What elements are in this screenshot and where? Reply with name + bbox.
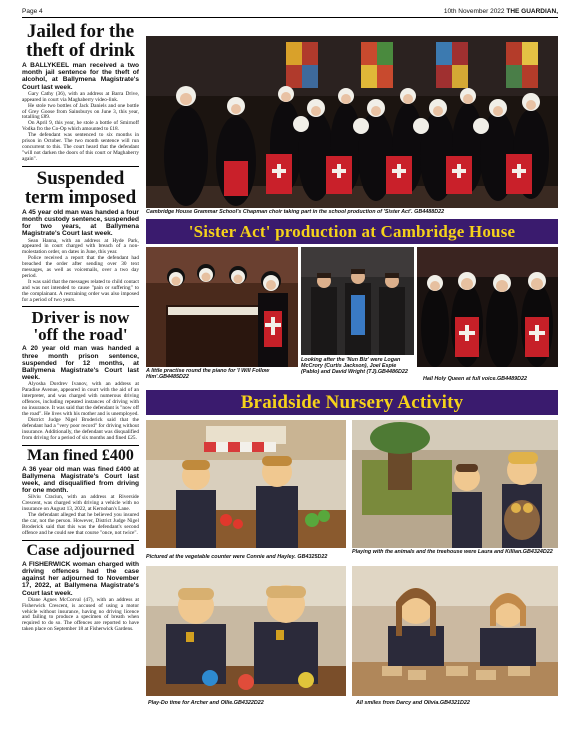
playdo-photo	[146, 566, 346, 696]
court-news-column	[22, 22, 139, 722]
story-divider	[22, 306, 139, 307]
choir-photo	[146, 36, 558, 208]
choir-caption: Cambridge House Grammar School's Chapman choir taking part in the school production of 'Sister Act'. GB4488D22	[146, 209, 445, 215]
story-paragraph: On April 9, this year, he stole a bottle of Smirnoff Vodka fro the Co-Op which amounted to £18.	[22, 120, 139, 133]
headline: Case adjourned	[26, 541, 135, 559]
story-paragraph: Alyosha Dordrev Ivanov, with an address at Paradise Avenue, appeared in court with the aid of an interpreter, and was charged with numerous driving offences, including repeated instances of driving with no insurance. It was said that the defendant is "now off the road". He lives with his mother and is unemployed.	[22, 381, 139, 418]
banner-title: 'Sister Act' production at Cambridge House	[188, 221, 516, 241]
story-divider	[22, 166, 139, 167]
playdo-caption: Play-Do time for Archer and Ollie.GB4322D22	[148, 700, 264, 706]
queen-photo	[417, 247, 558, 367]
animals-caption: Playing with the animals and the treehouse were Laura and Killian.GB4324D22	[352, 549, 553, 555]
story-paragraph: Police received a report that the defendant had breached the order after sending over 30 text messages, as well as voicemails, over a two day period.	[22, 255, 139, 279]
story-paragraph: He stole two bottles of Jack Daniels and one bottle of Grey Goose from Sainsburys on June 3, this year, totalling £89.	[22, 102, 139, 121]
story-paragraph: Sean Hanna, with an address at Hyde Park, appeared in court charged with breach of a non-molestation order, on dates in June, this year.	[22, 237, 139, 256]
story-lede: A 20 year old man was handed a three month prison sentence, suspended for 12 months, at Ballymena Magistrate's Court last week.	[22, 345, 139, 382]
vegetable-caption: Pictured at the vegetable counter were Connie and Hayley. GB4325D22	[146, 554, 328, 560]
story-lede: A BALLYKEEL man received a two month jail sentence for the theft of alcohol, at Ballymena Magistrate's Court last week.	[22, 62, 139, 91]
story-paragraph: The defendant was sentenced to six months in prison in October. The two month sentence will run concurrent to this. The court heard that the defendant "will not darken the doors of this court or Maghaberry again".	[22, 132, 139, 162]
story-lede: A 36 year old man was fined £400 at Ballymena Magistrate's Court last week, and disqualified from driving for one month.	[22, 465, 139, 495]
animals-photo	[352, 420, 558, 548]
headline: Suspended term imposed	[24, 167, 137, 208]
story-suspended	[22, 169, 139, 304]
story-adjourned	[22, 543, 139, 633]
story-paragraph: The defendant alleged that he believed you insured the car, not the person. However, District Judge Nigel Broderick said that this was the defendant's second offence and he could see that course "once, not twice".	[22, 512, 139, 536]
staff-caption: Looking after the 'Nun Biz' were Logan McCrory (Curtis Jackson), Joel Espie (Pablo) and David Wright (TJ).GB4486D22	[301, 357, 408, 375]
queen-caption: Hail Holy Queen at full voice.GB4489D22	[423, 376, 527, 382]
headline: Jailed for the theft of drink	[26, 22, 135, 61]
story-lede: A 45 year old man was handed a four month custody sentence, suspended for two years, at Ballymena Magistrate's Court last week.	[22, 208, 139, 238]
headline: Man fined £400	[27, 446, 134, 464]
story-paragraph: It was said that the messages related to child contact and was not intended to cause "pain or suffering" to the complainant. A restraining order was also imposed for a period of two years.	[22, 278, 139, 303]
story-paragraph: Silviu Craciun, with an address at Riverside Crescent, was charged with driving a vehicle with no insurance on August 13, 2022, at Kernohan's Lane.	[22, 494, 139, 513]
staff-photo	[301, 247, 414, 355]
story-lede: A FISHERWICK woman charged with driving offences had the case against her adjourned to November 17, 2022, at Ballymena Magistrate's Court last week.	[22, 560, 139, 597]
story-divider	[22, 445, 139, 446]
story-paragraph: District Judge Nigel Broderick said that the defendant had a "very poor record" for driving without insurance. Additionally, the defendant was disqualified from driving for a period of six months and fined £25.	[22, 416, 139, 441]
piano-photo	[146, 247, 298, 367]
page-number: Page 4	[22, 8, 43, 15]
story-jailed	[22, 22, 139, 163]
issue-date: 10th November 2022 THE GUARDIAN,	[443, 8, 558, 15]
banner-title: Braidside Nursery Activity	[240, 391, 464, 413]
header-rule	[22, 17, 558, 18]
smiles-caption: All smiles from Darcy and Olivia.GB4321D22	[356, 700, 470, 706]
vegetable-counter-photo	[146, 420, 346, 548]
page-header	[22, 4, 558, 18]
story-driver	[22, 309, 139, 441]
piano-caption: A little practise round the piano for 'I Will Follow Him'.GB4485D22	[146, 368, 270, 380]
story-fined	[22, 448, 139, 537]
nursery-banner	[146, 390, 558, 415]
sister-act-banner	[146, 219, 558, 244]
story-paragraph: Diane Agnes McCorval (47), with an address at Fisherwick Crescent, is accused of using a motor vehicle without insurance, having no driving licence and failing to produce a specimen of breath when required to do so. The offences are reported to have taken place on September 18 at Fisherwick Gardens.	[22, 596, 139, 633]
headline: Driver is now 'off the road'	[31, 308, 130, 345]
story-divider	[22, 540, 139, 541]
smiles-photo	[352, 566, 558, 696]
story-paragraph: Gary Cathy (36), with an address at Barra Drive, appeared in court via Maghaberry video-link.	[22, 90, 139, 103]
